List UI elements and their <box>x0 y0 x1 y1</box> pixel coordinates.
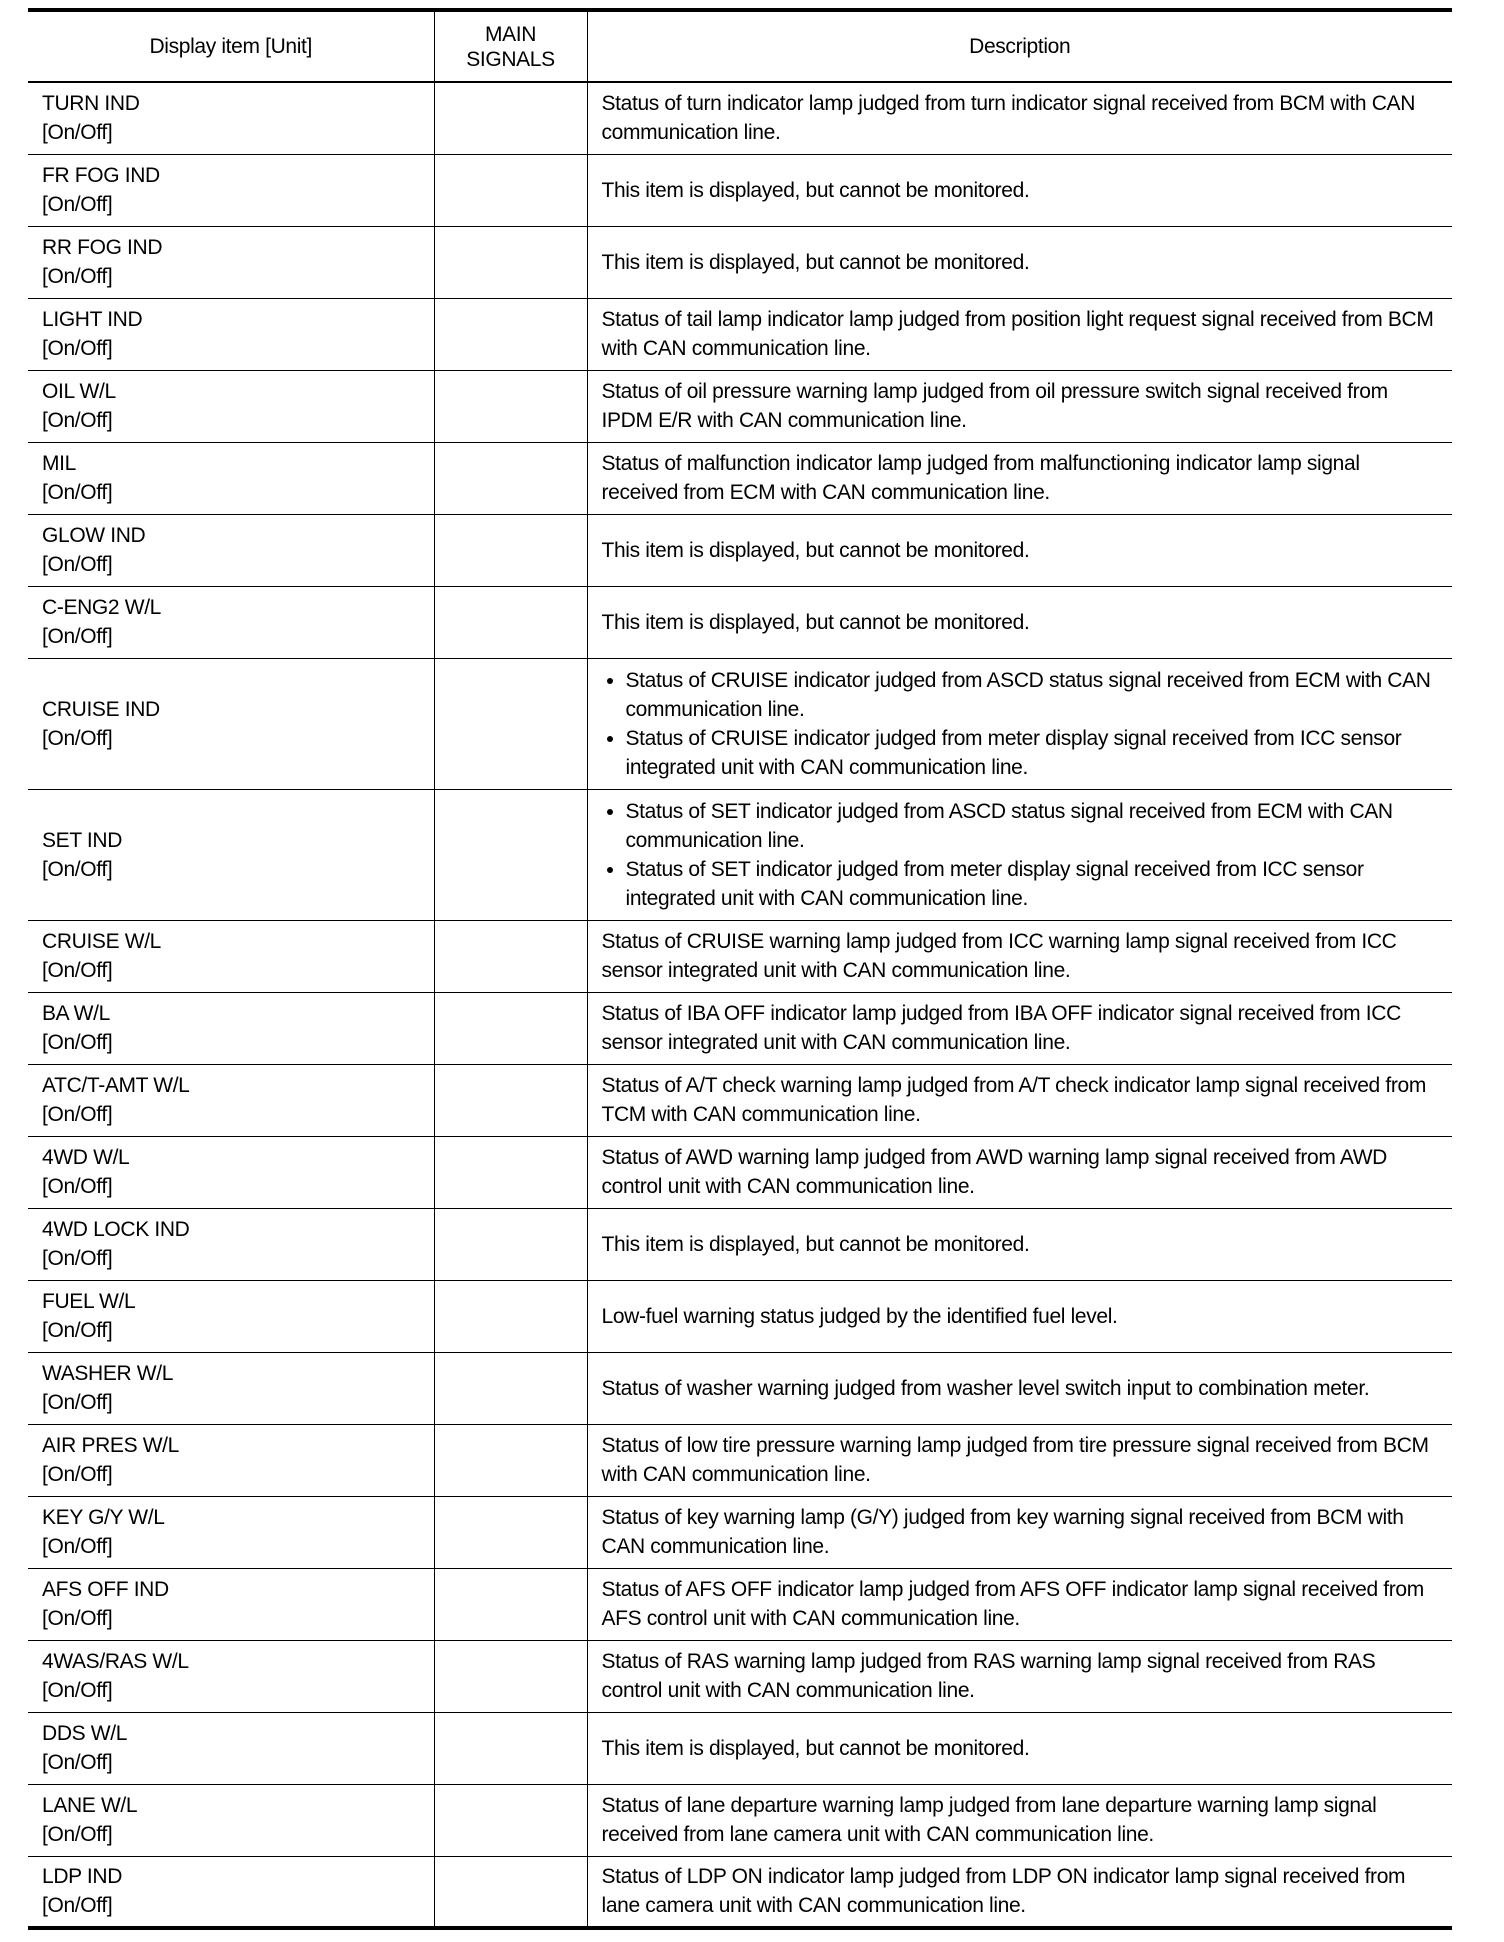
table-row <box>28 992 1452 1064</box>
display-item-cell <box>28 82 434 154</box>
table-row <box>28 586 1452 658</box>
description-text: Status of tail lamp indicator lamp judged from position light request signal received from BCM with CAN communication line. <box>601 308 1434 360</box>
item-unit: [On/Off] <box>42 1535 113 1558</box>
item-unit: [On/Off] <box>42 1247 113 1270</box>
item-name: 4WD W/L <box>42 1146 130 1169</box>
display-item-cell <box>28 1496 434 1568</box>
main-signals-cell <box>434 1280 587 1352</box>
display-item-cell <box>28 658 434 789</box>
description-text: Status of LDP ON indicator lamp judged from LDP ON indicator lamp signal received from lane camera unit with CAN communication line. <box>601 1865 1406 1918</box>
display-item-cell <box>28 789 434 920</box>
table-row <box>28 1856 1452 1928</box>
item-name: AFS OFF IND <box>42 1578 169 1601</box>
item-name: LANE W/L <box>42 1794 138 1817</box>
display-item-cell <box>28 1640 434 1712</box>
item-unit: [On/Off] <box>42 1607 113 1630</box>
description-bullet: • Status of SET indicator judged from ASCD status signal received from ECM with CAN communication line. <box>626 797 1439 855</box>
main-signals-cell <box>434 1784 587 1856</box>
description-text: Status of turn indicator lamp judged from turn indicator signal received from BCM with CAN communication line. <box>601 92 1416 145</box>
description-cell <box>587 226 1452 298</box>
table-row <box>28 920 1452 992</box>
display-item-cell <box>28 370 434 442</box>
main-signals-cell <box>434 1712 587 1784</box>
description-cell <box>587 1784 1452 1856</box>
item-name: KEY G/Y W/L <box>42 1506 165 1529</box>
item-unit: [On/Off] <box>42 1679 113 1702</box>
description-cell <box>587 442 1452 514</box>
description-cell <box>587 1208 1452 1280</box>
item-name: FR FOG IND <box>42 164 160 187</box>
display-item-cell <box>28 586 434 658</box>
main-signals-cell <box>434 1640 587 1712</box>
display-item-cell <box>28 226 434 298</box>
description-text: This item is displayed, but cannot be monitored. <box>601 250 1030 274</box>
description-text: Status of AFS OFF indicator lamp judged from AFS OFF indicator lamp signal received from AFS control unit with CAN communication line. <box>601 1578 1424 1630</box>
table-row <box>28 1568 1452 1640</box>
item-name: CRUISE W/L <box>42 930 162 953</box>
description-text: This item is displayed, but cannot be monitored. <box>601 1232 1030 1256</box>
table-row <box>28 226 1452 298</box>
table-row <box>28 1424 1452 1496</box>
table-row <box>28 789 1452 920</box>
description-text: Status of A/T check warning lamp judged from A/T check indicator lamp signal received from TCM with CAN communication line. <box>601 1074 1426 1126</box>
table-row <box>28 1136 1452 1208</box>
table-row <box>28 1640 1452 1712</box>
description-cell <box>587 1856 1452 1928</box>
description-cell <box>587 154 1452 226</box>
main-signals-cell <box>434 658 587 789</box>
display-item-cell <box>28 1208 434 1280</box>
item-unit: [On/Off] <box>42 1823 113 1846</box>
description-cell <box>587 370 1452 442</box>
table-row <box>28 1064 1452 1136</box>
display-item-table <box>28 8 1452 1930</box>
item-unit: [On/Off] <box>42 857 113 881</box>
main-signals-cell <box>434 82 587 154</box>
table-row <box>28 1784 1452 1856</box>
description-cell <box>587 298 1452 370</box>
item-unit: [On/Off] <box>42 1751 113 1774</box>
header-row <box>28 10 1452 82</box>
item-name: C-ENG2 W/L <box>42 596 162 619</box>
description-text: Status of AWD warning lamp judged from AWD warning lamp signal received from AWD control unit with CAN communication line. <box>601 1146 1387 1198</box>
description-text: This item is displayed, but cannot be monitored. <box>601 1736 1030 1760</box>
item-name: CRUISE IND <box>42 697 160 721</box>
description-cell <box>587 992 1452 1064</box>
table-row <box>28 514 1452 586</box>
item-name: GLOW IND <box>42 524 146 547</box>
header-main-signals: MAIN SIGNALS <box>434 10 587 82</box>
description-text: Status of malfunction indicator lamp judged from malfunctioning indicator lamp signal received from ECM with CAN communication line. <box>601 452 1360 504</box>
main-signals-cell <box>434 920 587 992</box>
description-cell <box>587 1424 1452 1496</box>
item-name: LIGHT IND <box>42 308 143 331</box>
main-signals-cell <box>434 154 587 226</box>
item-unit: [On/Off] <box>42 1894 113 1918</box>
description-cell <box>587 1352 1452 1424</box>
header-display-item: Display item [Unit] <box>28 10 434 82</box>
table-row <box>28 1712 1452 1784</box>
main-signals-cell <box>434 992 587 1064</box>
table-row <box>28 154 1452 226</box>
item-name: RR FOG IND <box>42 236 163 259</box>
item-name: DDS W/L <box>42 1722 128 1745</box>
item-name: 4WAS/RAS W/L <box>42 1650 189 1673</box>
main-signals-cell <box>434 298 587 370</box>
description-text: This item is displayed, but cannot be monitored. <box>601 610 1030 634</box>
main-signals-cell <box>434 1856 587 1928</box>
description-list <box>602 666 1439 782</box>
display-item-cell <box>28 154 434 226</box>
description-text: This item is displayed, but cannot be monitored. <box>601 178 1030 202</box>
display-item-cell <box>28 1064 434 1136</box>
item-unit: [On/Off] <box>42 726 113 750</box>
display-item-cell <box>28 992 434 1064</box>
main-signals-cell <box>434 514 587 586</box>
table-row <box>28 658 1452 789</box>
description-text: Status of oil pressure warning lamp judged from oil pressure switch signal received from IPDM E/R with CAN communication line. <box>601 380 1388 432</box>
item-name: SET IND <box>42 828 123 852</box>
description-cell <box>587 1568 1452 1640</box>
item-unit: [On/Off] <box>42 1319 113 1342</box>
description-text: Status of CRUISE warning lamp judged from ICC warning lamp signal received from ICC sensor integrated unit with CAN communication line. <box>601 930 1397 982</box>
display-item-cell <box>28 1712 434 1784</box>
display-item-cell <box>28 1136 434 1208</box>
display-item-cell <box>28 1856 434 1928</box>
description-cell <box>587 1064 1452 1136</box>
main-signals-cell <box>434 370 587 442</box>
main-signals-cell <box>434 586 587 658</box>
header-description: Description <box>587 10 1452 82</box>
description-cell <box>587 789 1452 920</box>
description-text: Status of RAS warning lamp judged from RAS warning lamp signal received from RAS control unit with CAN communication line. <box>601 1650 1376 1702</box>
main-signals-cell <box>434 1064 587 1136</box>
table-row <box>28 1496 1452 1568</box>
description-text: Low-fuel warning status judged by the identified fuel level. <box>601 1304 1118 1328</box>
description-cell <box>587 1496 1452 1568</box>
main-signals-cell <box>434 1136 587 1208</box>
description-cell <box>587 920 1452 992</box>
main-signals-cell <box>434 1496 587 1568</box>
main-signals-cell <box>434 226 587 298</box>
description-cell <box>587 82 1452 154</box>
display-item-cell <box>28 1352 434 1424</box>
item-unit: [On/Off] <box>42 625 113 648</box>
table-row <box>28 1208 1452 1280</box>
description-text: Status of washer warning judged from washer level switch input to combination meter. <box>601 1376 1370 1400</box>
display-item-cell <box>28 1784 434 1856</box>
item-name: LDP IND <box>42 1865 123 1889</box>
description-bullet: • Status of SET indicator judged from meter display signal received from ICC sensor integrated unit with CAN communication line. <box>626 855 1439 913</box>
item-name: FUEL W/L <box>42 1290 136 1313</box>
description-list <box>602 797 1439 913</box>
description-text: Status of lane departure warning lamp judged from lane departure warning lamp signal received from lane camera unit with CAN communication line. <box>601 1794 1377 1846</box>
item-name: 4WD LOCK IND <box>42 1218 190 1241</box>
main-signals-cell <box>434 789 587 920</box>
table-row <box>28 442 1452 514</box>
item-unit: [On/Off] <box>42 1031 113 1054</box>
description-cell <box>587 1136 1452 1208</box>
item-name: BA W/L <box>42 1002 110 1025</box>
item-unit: [On/Off] <box>42 265 113 288</box>
main-signals-cell <box>434 442 587 514</box>
item-unit: [On/Off] <box>42 409 113 432</box>
display-item-cell <box>28 298 434 370</box>
display-item-cell <box>28 442 434 514</box>
description-cell <box>587 586 1452 658</box>
item-unit: [On/Off] <box>42 193 113 216</box>
description-cell <box>587 1640 1452 1712</box>
item-name: OIL W/L <box>42 380 116 403</box>
display-item-cell <box>28 1568 434 1640</box>
description-text: Status of low tire pressure warning lamp judged from tire pressure signal received from BCM with CAN communication line. <box>601 1434 1429 1486</box>
item-unit: [On/Off] <box>42 553 113 576</box>
item-unit: [On/Off] <box>42 1463 113 1486</box>
table-row <box>28 1352 1452 1424</box>
item-unit: [On/Off] <box>42 1103 113 1126</box>
table-row <box>28 298 1452 370</box>
item-unit: [On/Off] <box>42 337 113 360</box>
description-bullet: • Status of CRUISE indicator judged from ASCD status signal received from ECM with CAN communication line. <box>626 666 1439 724</box>
description-cell <box>587 514 1452 586</box>
description-cell <box>587 658 1452 789</box>
table-row <box>28 82 1452 154</box>
display-item-cell <box>28 1424 434 1496</box>
item-unit: [On/Off] <box>42 1175 113 1198</box>
description-cell <box>587 1280 1452 1352</box>
item-name: TURN IND <box>42 92 140 116</box>
item-unit: [On/Off] <box>42 1391 113 1414</box>
main-signals-cell <box>434 1424 587 1496</box>
description-bullet: • Status of CRUISE indicator judged from meter display signal received from ICC sensor integrated unit with CAN communication line. <box>626 724 1439 782</box>
item-unit: [On/Off] <box>42 481 113 504</box>
main-signals-cell <box>434 1352 587 1424</box>
item-name: AIR PRES W/L <box>42 1434 179 1457</box>
item-name: WASHER W/L <box>42 1362 174 1385</box>
display-item-cell <box>28 920 434 992</box>
table-row <box>28 370 1452 442</box>
display-item-cell <box>28 514 434 586</box>
item-name: MIL <box>42 452 76 475</box>
description-text: Status of key warning lamp (G/Y) judged from key warning signal received from BCM with CAN communication line. <box>601 1506 1404 1558</box>
item-unit: [On/Off] <box>42 121 113 145</box>
display-item-cell <box>28 1280 434 1352</box>
item-name: ATC/T-AMT W/L <box>42 1074 190 1097</box>
item-unit: [On/Off] <box>42 959 113 982</box>
description-text: This item is displayed, but cannot be monitored. <box>601 538 1030 562</box>
description-text: Status of IBA OFF indicator lamp judged from IBA OFF indicator signal received from ICC sensor integrated unit with CAN communication line. <box>601 1002 1401 1054</box>
table-row <box>28 1280 1452 1352</box>
main-signals-cell <box>434 1208 587 1280</box>
main-signals-cell <box>434 1568 587 1640</box>
description-cell <box>587 1712 1452 1784</box>
